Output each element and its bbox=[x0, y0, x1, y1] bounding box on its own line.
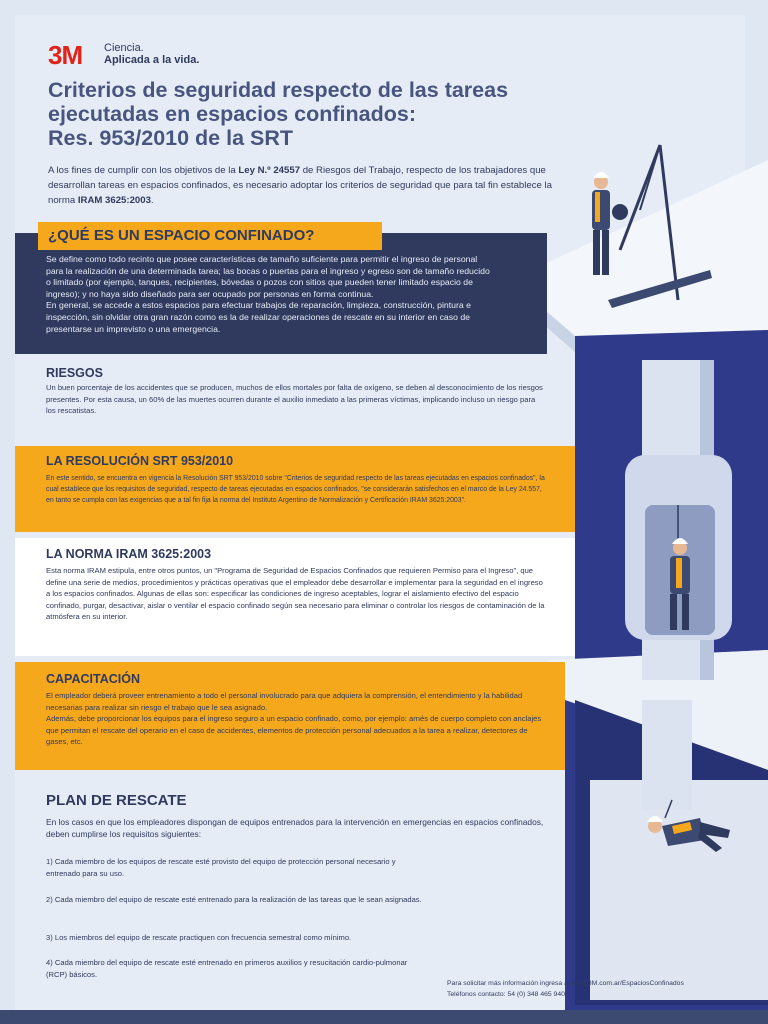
plan-item: 3) Los miembros del equipo de rescate practiquen con frecuencia semestral como mínimo. bbox=[46, 933, 352, 942]
definition-heading: ¿QUÉ ES UN ESPACIO CONFINADO? bbox=[38, 222, 382, 250]
contact-web: Para solicitar más información ingresa a: www.3M.com.ar/EspaciosConfinados bbox=[447, 980, 684, 987]
worker-leg bbox=[593, 230, 600, 275]
tagline-line1: Ciencia. bbox=[104, 42, 144, 54]
brand-tagline bbox=[104, 42, 199, 66]
brand-logo: 3M bbox=[48, 40, 83, 70]
intro-text: . bbox=[150, 195, 154, 206]
intro-law: Ley N.º 24557 bbox=[238, 165, 301, 176]
bottom-bar bbox=[0, 1010, 768, 1024]
worker-leg bbox=[670, 594, 677, 630]
plan-intro: En los casos en que los empleadores dispongan de equipos entrenados para la intervención en emergencias en espacios confinados, deben cumplirse los requisitos siguientes: bbox=[46, 817, 544, 840]
bottom-chamber bbox=[590, 780, 768, 1000]
contact-info bbox=[447, 978, 747, 1000]
intro-paragraph bbox=[48, 163, 558, 208]
plan-heading: PLAN DE RESCATE bbox=[46, 792, 187, 809]
title-line1: Criterios de seguridad respecto de las tareas bbox=[48, 78, 509, 102]
worker-leg bbox=[602, 230, 609, 275]
capacitacion-text-2: Además, debe proporcionar los equipos para el ingreso seguro a un espacio confinado, como, por ejemplo: arnés de cuerpo completo con anclajes que permitan el rescate del operario en el caso de accidentes, elementos de protección personal adecuados a la tarea a realizar, detectores de gases, etc. bbox=[46, 714, 542, 747]
definition-text-1: Se define como todo recinto que posee características de tamaño suficiente para permitir el ingreso de personal para la realización de una determinada tarea; las bocas o puertas para el ingreso y egreso son de tamaño reducido o limitado (por ejemplo, tanques, recipientes, bóvedas o pozos con sitios que pueden tener limitado espacio de ingreso); y no haya sido diseñado para ser ocupado por personas en forma continua. bbox=[46, 254, 490, 299]
title-line3: Res. 953/2010 de la SRT bbox=[48, 126, 294, 150]
worker-body bbox=[592, 190, 610, 230]
shaft-lower bbox=[642, 700, 692, 810]
intro-norm: IRAM 3625:2003 bbox=[77, 195, 151, 206]
winch-icon bbox=[612, 204, 628, 220]
definition-text bbox=[46, 254, 496, 335]
intro-text: A los fines de cumplir con los objetivos de la bbox=[48, 165, 239, 176]
riesgos-text: Un buen porcentaje de los accidentes que se producen, muchos de ellos mortales por falta de oxígeno, se deben al desconocimiento de los riesgos presentes. Por esta causa, un 60% de las muertes ocurren durante el auxilio inmediato a las primeras víctimas, implicando incluso un riesgo para los rescatistas. bbox=[46, 383, 543, 416]
contact-phone: Teléfonos contacto: 54 (0) 348 465 9400 bbox=[447, 991, 569, 998]
plan-item: 2) Cada miembro del equipo de rescate esté entrenado para la realización de las tareas que le sean asignadas. bbox=[46, 895, 422, 904]
plan-item: 4) Cada miembro del equipo de rescate esté entrenado en primeros auxilios y resucitación cardio-pulmonar (RCP) básicos. bbox=[46, 958, 408, 979]
plan-item: 1) Cada miembro de los equipos de rescate esté provisto del equipo de protección personal necesario y entrenado para su uso. bbox=[46, 857, 396, 878]
page-title bbox=[48, 78, 588, 150]
tripod-cable bbox=[640, 145, 660, 210]
capacitacion-heading: CAPACITACIÓN bbox=[46, 672, 140, 686]
iram-heading: LA NORMA IRAM 3625:2003 bbox=[46, 547, 212, 561]
capacitacion-text bbox=[46, 690, 546, 748]
harness bbox=[676, 558, 682, 588]
intro-text: de Riesgos del Trabajo, respecto de los trabajadores que desarrollan tareas en espacios confinados, es necesario adoptar los criterios de seguridad que para tal fin establece la norma bbox=[48, 165, 552, 206]
resolucion-text: En este sentido, se encuentra en vigencia la Resolución SRT 953/2010 sobre "Criterios de seguridad respecto de las tareas ejecutadas en espacios confinados", la cual establece que los requisitos de seguridad, respecto de tareas ejecutadas en espacios confinados, "se considerarán satisfechos en el marco de la Ley 24.557, en tanto se cumpla con las exigencias que a tal fin fija la norma del Instituto Argentino de Normalización y Certificación IRAM 3625:2003". bbox=[46, 475, 545, 504]
definition-text-2: En general, se accede a estos espacios para efectuar trabajos de reparación, limpieza, construcción, pintura e inspección, sin olvidar otra gran razón como es la de realizar operaciones de rescate en su interior en caso de presentarse un imprevisto o una emergencia. bbox=[46, 300, 471, 334]
worker-leg bbox=[682, 594, 689, 630]
title-line2: ejecutadas en espacios confinados: bbox=[48, 102, 417, 126]
capacitacion-text-1: El empleador deberá proveer entrenamiento a todo el personal involucrado para que adquiera la comprensión, el entendimiento y la habilidad necesarias para realizar sin riesgo el trabajo que le sea asignado. bbox=[46, 691, 523, 712]
tagline-line2: Aplicada a la vida. bbox=[104, 54, 200, 66]
resolucion-heading: LA RESOLUCIÓN SRT 953/2010 bbox=[46, 454, 234, 468]
riesgos-heading: RIESGOS bbox=[46, 366, 103, 380]
iram-text: Esta norma IRAM estipula, entre otros puntos, un "Programa de Seguridad de Espacios Confinados que requieren Permiso para el Ingreso", que define una serie de medios, procedimientos y prácticas operativas que el empleador debe desarrollar e implementar para la seguridad en el ingreso a los espacios confinados. Algunas de ellas son: especificar las condiciones de ingreso aceptables, lograr el aislamiento efectivo del espacio confinado, purgar, desactivar, aislar o ventilar el espacio confinado según sea necesario para eliminar o controlar los riesgos de contaminación de la atmósfera en su interior. bbox=[46, 566, 545, 622]
helmet-icon bbox=[593, 172, 609, 178]
harness bbox=[595, 192, 600, 222]
